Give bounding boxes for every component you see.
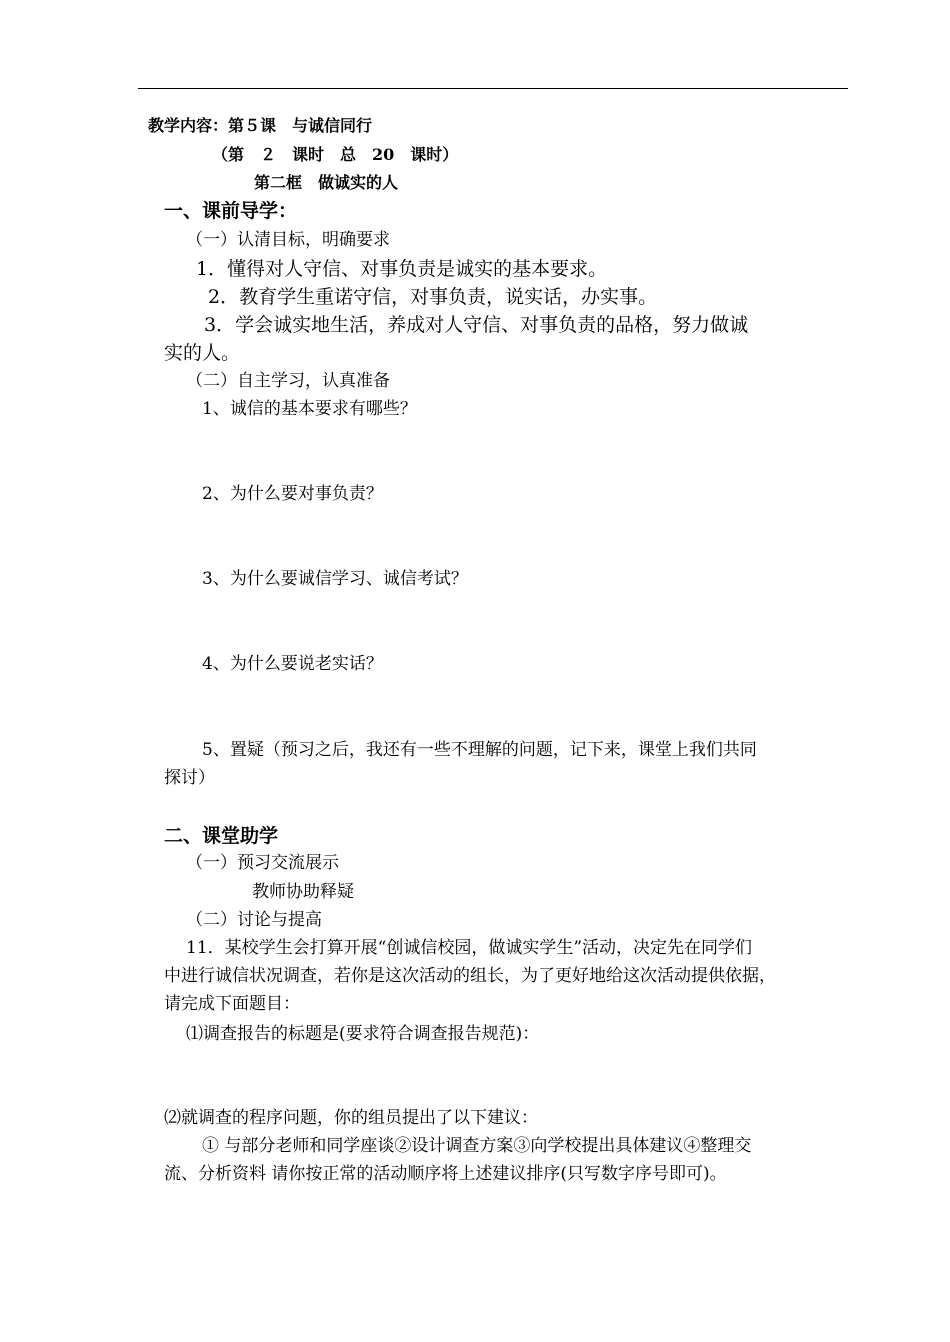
lesson-title: 教学内容：第５课 与诚信同行: [148, 116, 373, 135]
question-2: 2、为什么要对事负责？: [202, 484, 383, 504]
sub-question-2: ⑵就调查的程序问题，你的组员提出了以下建议：: [164, 1108, 538, 1128]
goal-item-2: 2．教育学生重诺守信，对事负责，说实话，办实事。: [208, 286, 658, 308]
header-rule: [138, 88, 848, 89]
section1-sub2-title: （二）自主学习，认真准备: [186, 371, 390, 391]
section2-sub1-title: （一）预习交流展示: [186, 853, 339, 873]
section2-heading: 二、课堂助学: [164, 825, 279, 847]
problem-line-2: 中进行诚信状况调查，若你是这次活动的组长，为了更好地给这次活动提供依据，: [164, 966, 776, 986]
lesson-hours: （第 ２ 课时 总 20 课时）: [212, 145, 459, 164]
question-5-cont: 探讨）: [164, 768, 215, 788]
section1-sub1-title: （一）认清目标，明确要求: [186, 230, 390, 250]
question-4: 4、为什么要说老实话？: [202, 654, 383, 674]
section2-sub2-title: （二）讨论与提高: [186, 910, 322, 930]
problem-line-3: 请完成下面题目：: [164, 994, 300, 1014]
sub-question-1: ⑴调查报告的标题是(要求符合调查报告规范)：: [186, 1024, 540, 1044]
frame-title: 第二框 做诚实的人: [254, 173, 399, 192]
goal-item-3-cont: 实的人。: [164, 342, 241, 364]
section1-heading: 一、课前导学：: [164, 200, 298, 222]
sub-question-2-detail-1: ① 与部分老师和同学座谈②设计调查方案③向学校提出具体建议④整理交: [202, 1136, 752, 1156]
goal-item-3: 3．学会诚实地生活，养成对人守信、对事负责的品格，努力做诚: [204, 314, 749, 336]
teacher-note: 教师协助释疑: [252, 882, 354, 902]
question-5: 5、置疑（预习之后，我还有一些不理解的问题，记下来，课堂上我们共同: [202, 740, 757, 760]
goal-item-1: 1．懂得对人守信、对事负责是诚实的基本要求。: [196, 258, 608, 280]
problem-line-1: 11．某校学生会打算开展“创诚信校园，做诚实学生”活动，决定先在同学们: [186, 938, 753, 958]
question-3: 3、为什么要诚信学习、诚信考试？: [202, 569, 468, 589]
sub-question-2-detail-2: 流、分析资料 请你按正常的活动顺序将上述建议排序(只写数字序号即可)。: [164, 1164, 727, 1184]
question-1: 1、诚信的基本要求有哪些？: [202, 399, 417, 419]
